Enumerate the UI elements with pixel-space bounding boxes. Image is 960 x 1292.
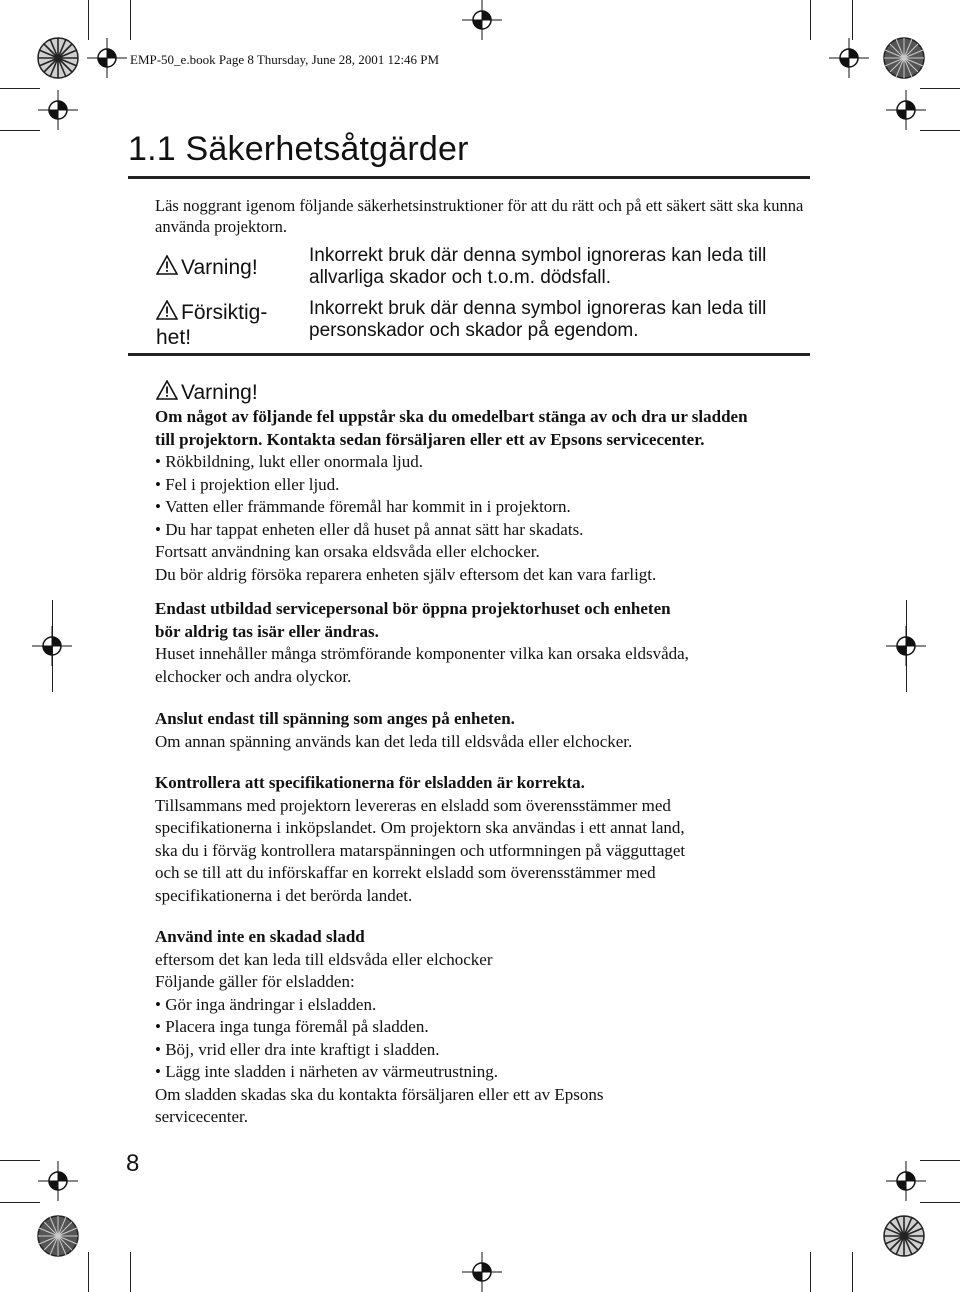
- crop-mark: [852, 0, 853, 40]
- warning-bullet: • Du har tappat enheten eller då huset på annat sätt har skadats.: [155, 519, 835, 542]
- crop-mark: [920, 130, 960, 131]
- registration-mark-icon: [38, 90, 78, 130]
- page-title: 1.1 Säkerhetsåtgärder: [128, 130, 469, 168]
- cord-spec-line: Tillsammans med projektorn levereras en elsladd som överensstämmer med: [155, 795, 671, 815]
- damaged-cord-closing-2: servicecenter.: [155, 1107, 248, 1126]
- legend-caution-text-2: het!: [156, 326, 192, 349]
- warning-lead-2: till projektorn. Kontakta sedan försäljaren eller ett av Epsons servicecenter.: [155, 429, 705, 449]
- service-text-2: elchocker och andra olyckor.: [155, 666, 352, 686]
- file-info-header: EMP-50_e.book Page 8 Thursday, June 28, 2001 12:46 PM: [130, 52, 440, 67]
- damaged-cord-closing-1: Om sladden skadas ska du kontakta försäljaren eller ett av Epsons: [155, 1084, 604, 1104]
- warning-triangle-icon: [156, 255, 178, 275]
- damaged-cord-bullet: • Lägg inte sladden i närheten av värmeutrustning.: [155, 1061, 835, 1084]
- warning-label: [156, 380, 258, 405]
- starburst-mark-icon: [882, 1214, 926, 1258]
- crop-mark: [130, 1252, 131, 1292]
- cord-spec-section: [155, 772, 835, 907]
- warning-line-2: Du bör aldrig försöka reparera enheten själv eftersom det kan vara farligt.: [155, 564, 657, 584]
- crop-mark: [0, 88, 40, 89]
- crop-mark: [0, 1160, 40, 1161]
- crop-mark: [810, 1252, 811, 1292]
- legend-warning-definition: Inkorrekt bruk där denna symbol ignoreras kan leda till allvarliga skador och t.o.m. dödsfall.: [309, 245, 767, 288]
- cord-spec-line: specifikationerna i inköpslandet. Om projektorn ska användas i ett annat land,: [155, 818, 685, 837]
- damaged-cord-bullet: • Gör inga ändringar i elsladden.: [155, 994, 835, 1017]
- registration-mark-icon: [87, 38, 127, 78]
- cord-spec-heading: Kontrollera att specifikationerna för elsladden är korrekta.: [155, 773, 585, 792]
- registration-mark-icon: [886, 90, 926, 130]
- damaged-cord-heading: Använd inte en skadad sladd: [155, 927, 365, 946]
- warning-bullet: • Fel i projektion eller ljud.: [155, 474, 835, 497]
- crop-mark: [852, 1252, 853, 1292]
- damaged-cord-bullet: • Böj, vrid eller dra inte kraftigt i sladden.: [155, 1039, 835, 1062]
- warning-lead-1: Om något av följande fel uppstår ska du omedelbart stänga av och dra ur sladden: [155, 407, 748, 426]
- damaged-cord-line-1: eftersom det kan leda till eldsvåda eller elchocker: [155, 949, 493, 969]
- service-section: [155, 598, 835, 688]
- legend-caution-label: [156, 300, 267, 325]
- legend-warning-label: [156, 255, 258, 280]
- crop-mark: [920, 1160, 960, 1161]
- registration-mark-icon: [886, 626, 926, 666]
- service-text-1: Huset innehåller många strömförande komponenter vilka kan orsaka eldsvåda,: [155, 644, 689, 663]
- warning-triangle-icon: [156, 380, 178, 400]
- crop-mark: [0, 1202, 40, 1203]
- crop-mark: [920, 1202, 960, 1203]
- crop-mark: [920, 88, 960, 89]
- intro-text: Läs noggrant igenom följande säkerhetsinstruktioner för att du rätt och på ett säkert sätt ska kunna använda projektorn.: [155, 196, 804, 236]
- legend-warning-text: Varning!: [181, 256, 258, 279]
- title-rule: [128, 176, 810, 179]
- voltage-section: [155, 708, 835, 753]
- cord-spec-line: och se till att du införskaffar en korrekt elsladd som överensstämmer med: [155, 863, 656, 882]
- crop-mark: [810, 0, 811, 40]
- voltage-heading: Anslut endast till spänning som anges på enheten.: [155, 709, 515, 728]
- cord-spec-line: ska du i förväg kontrollera matarspänningen och utformningen på vägguttaget: [155, 840, 686, 860]
- page-number: 8: [126, 1150, 140, 1177]
- starburst-mark-icon: [36, 1214, 80, 1258]
- registration-mark-icon: [462, 1252, 502, 1292]
- service-heading-1: Endast utbildad servicepersonal bör öppna projektorhuset och enheten: [155, 599, 671, 618]
- starburst-mark-icon: [36, 36, 80, 80]
- legend-rule: [128, 353, 810, 356]
- caution-triangle-icon: [156, 300, 178, 320]
- starburst-mark-icon: [882, 36, 926, 80]
- registration-mark-icon: [462, 0, 502, 40]
- warning-bullet: • Vatten eller främmande föremål har kommit in i projektorn.: [155, 496, 835, 519]
- service-heading-2: bör aldrig tas isär eller ändras.: [155, 621, 379, 641]
- crop-mark: [88, 0, 89, 40]
- crop-mark: [0, 130, 40, 131]
- damaged-cord-line-2: Följande gäller för elsladden:: [155, 972, 355, 991]
- crop-mark: [88, 1252, 89, 1292]
- registration-mark-icon: [886, 1161, 926, 1201]
- warning-bullet: • Rökbildning, lukt eller onormala ljud.: [155, 451, 835, 474]
- damaged-cord-bullet: • Placera inga tunga föremål på sladden.: [155, 1016, 835, 1039]
- warning-label-text: Varning!: [181, 381, 258, 404]
- registration-mark-icon: [829, 38, 869, 78]
- registration-mark-icon: [32, 626, 72, 666]
- damaged-cord-section: [155, 926, 835, 1129]
- legend-caution-definition: Inkorrekt bruk där denna symbol ignoreras kan leda till personskador och skador på egendom.: [309, 298, 767, 341]
- cord-spec-line: specifikationerna i det berörda landet.: [155, 885, 413, 905]
- registration-mark-icon: [38, 1161, 78, 1201]
- warning-section: [155, 406, 835, 586]
- warning-line-1: Fortsatt användning kan orsaka eldsvåda eller elchocker.: [155, 542, 540, 561]
- legend-caution-text-1: Försiktig-: [181, 301, 268, 324]
- voltage-text: Om annan spänning används kan det leda till eldsvåda eller elchocker.: [155, 731, 633, 751]
- crop-mark: [130, 0, 131, 40]
